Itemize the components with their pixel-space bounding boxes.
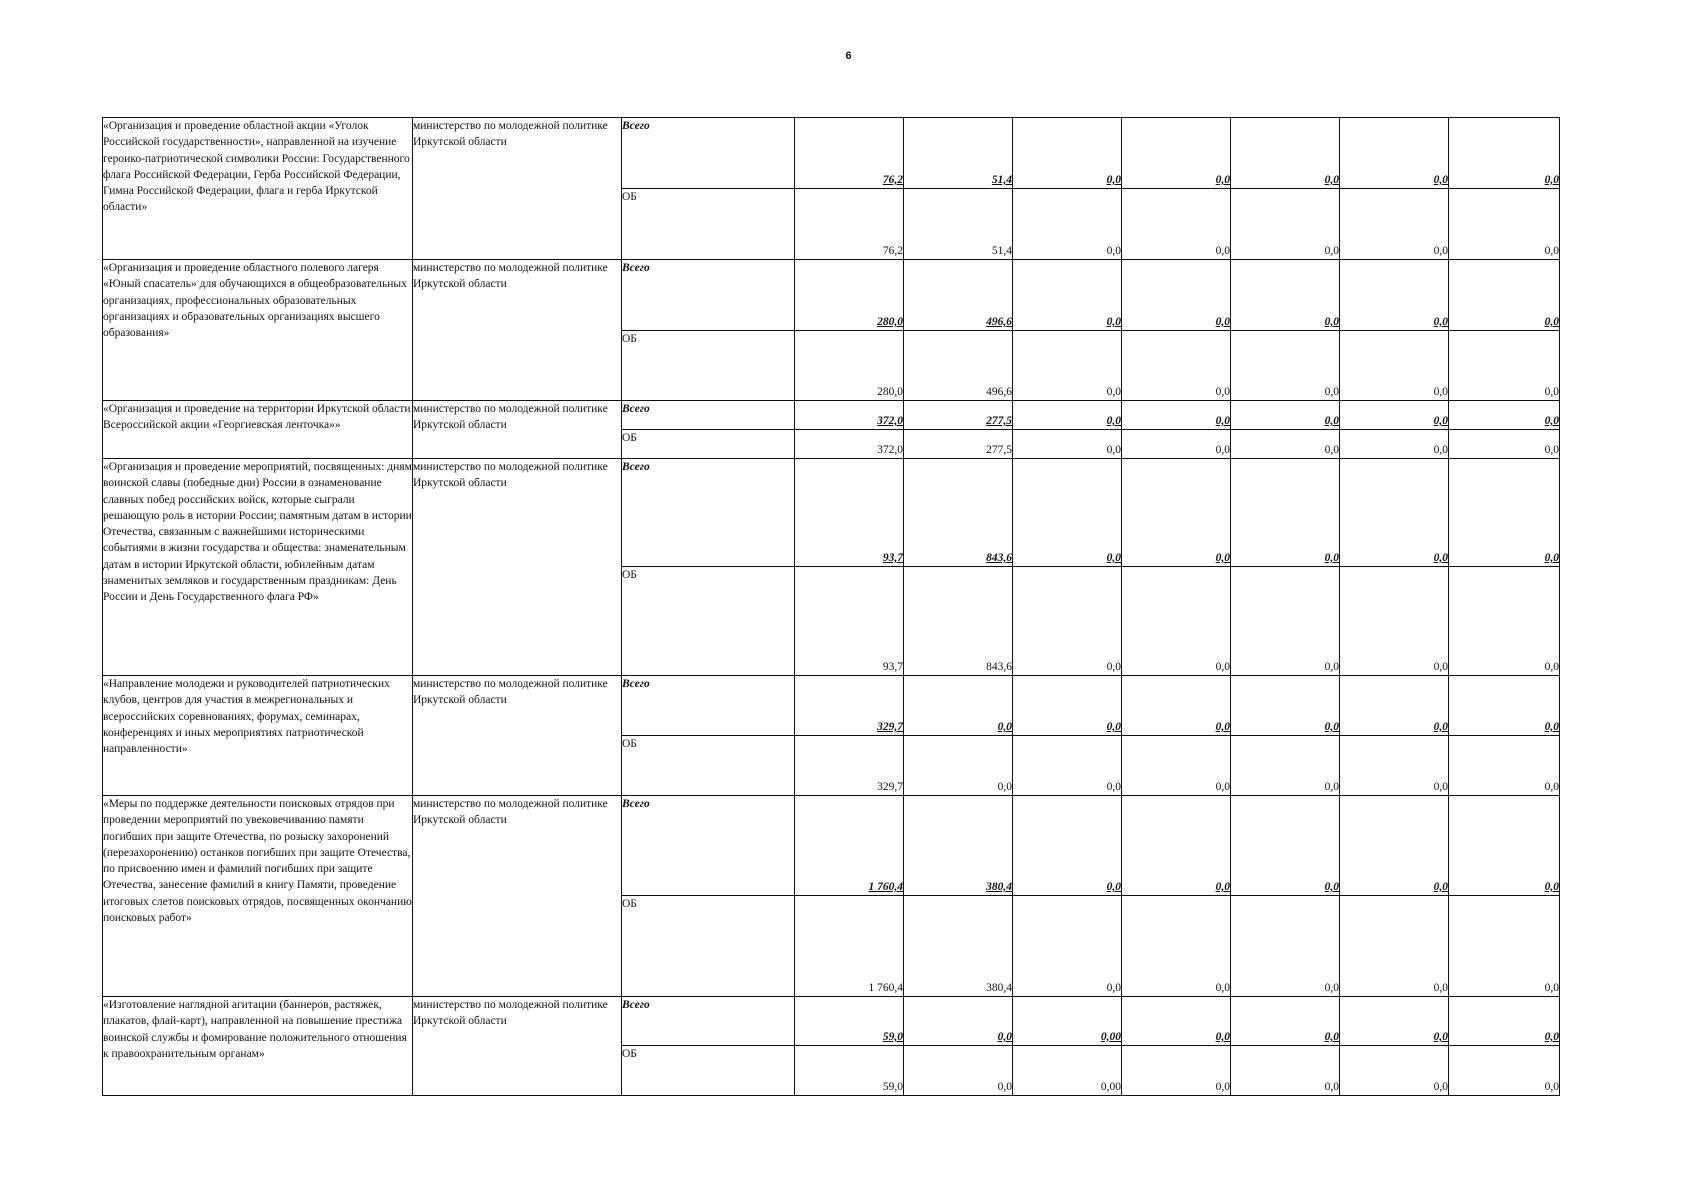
total-value-cell: 0,0 (1340, 796, 1449, 896)
ob-value-cell: 0,0 (1122, 567, 1231, 676)
table-row (103, 260, 1560, 331)
ob-label-cell: ОБ (622, 1046, 795, 1096)
ob-value-cell: 0,0 (1122, 189, 1231, 260)
total-value-cell: 0,0 (1340, 118, 1449, 189)
total-value-cell: 0,0 (1122, 118, 1231, 189)
ob-value-cell: 0,0 (904, 736, 1013, 796)
total-label-cell: Всего (622, 260, 795, 331)
total-value-cell: 0,0 (1449, 401, 1560, 430)
ob-value-cell: 0,0 (1122, 1046, 1231, 1096)
ob-value-cell: 0,0 (1231, 331, 1340, 401)
total-value-cell: 0,0 (1013, 118, 1122, 189)
ob-value-cell: 0,0 (1449, 1046, 1560, 1096)
total-value-cell: 0,0 (1231, 401, 1340, 430)
ob-value-cell: 280,0 (795, 331, 904, 401)
executor-cell: министерство по молодежной политике Иркутской области (413, 997, 622, 1096)
total-value-cell: 76,2 (795, 118, 904, 189)
total-value-cell: 93,7 (795, 459, 904, 567)
ob-value-cell: 843,6 (904, 567, 1013, 676)
total-value-cell: 0,0 (1231, 796, 1340, 896)
total-label-cell: Всего (622, 401, 795, 430)
event-name-cell: «Меры по поддержке деятельности поисковых отрядов при проведении мероприятий по увековечиванию памяти погибших при защите Отечества, по розыску захоронений (перезахоронению) останков погибших при защите Отечества, по присвоению имен и фамилий погибших при защите Отечества, занесение фамилий в книгу Памяти, проведение итоговых слетов поисковых отрядов, посвященных окончанию поисковых работ» (103, 796, 413, 997)
ob-value-cell: 0,00 (1013, 1046, 1122, 1096)
ob-label-cell: ОБ (622, 189, 795, 260)
ob-value-cell: 0,0 (1122, 736, 1231, 796)
ob-value-cell: 0,0 (1340, 896, 1449, 997)
ob-value-cell: 0,0 (1449, 189, 1560, 260)
total-value-cell: 372,0 (795, 401, 904, 430)
ob-label-cell: ОБ (622, 430, 795, 459)
total-value-cell: 496,6 (904, 260, 1013, 331)
total-label-cell: Всего (622, 118, 795, 189)
total-value-cell: 0,00 (1013, 997, 1122, 1046)
ob-value-cell: 0,0 (1013, 567, 1122, 676)
total-value-cell: 0,0 (1449, 260, 1560, 331)
ob-value-cell: 0,0 (1449, 736, 1560, 796)
total-value-cell: 0,0 (1013, 401, 1122, 430)
total-value-cell: 0,0 (1013, 796, 1122, 896)
event-name-cell: «Организация и проведение областного полевого лагеря «Юный спасатель» для обучающихся в общеобразовательных организациях, профессиональных образовательных организациях и образовательных организациях высшего образования» (103, 260, 413, 401)
ob-value-cell: 1 760,4 (795, 896, 904, 997)
executor-cell: министерство по молодежной политике Иркутской области (413, 459, 622, 676)
total-value-cell: 0,0 (1231, 997, 1340, 1046)
table-row (103, 997, 1560, 1046)
ob-value-cell: 59,0 (795, 1046, 904, 1096)
ob-value-cell: 372,0 (795, 430, 904, 459)
table-row (103, 118, 1560, 189)
total-value-cell: 0,0 (1231, 459, 1340, 567)
total-label-cell: Всего (622, 676, 795, 736)
executor-cell: министерство по молодежной политике Иркутской области (413, 118, 622, 260)
total-value-cell: 0,0 (1449, 997, 1560, 1046)
table-row (103, 459, 1560, 567)
budget-table (102, 117, 1560, 1096)
ob-value-cell: 0,0 (1122, 896, 1231, 997)
total-value-cell: 0,0 (1231, 676, 1340, 736)
total-value-cell: 0,0 (1449, 796, 1560, 896)
total-value-cell: 380,4 (904, 796, 1013, 896)
event-name-cell: «Организация и проведение областной акции «Уголок Российской государственности», направленной на изучение героико-патриотической символики России: Государственного флага Российской Федерации, Герба Российской Федерации, Гимна Российской Федерации, флага и герба Иркутской области» (103, 118, 413, 260)
ob-label-cell: ОБ (622, 331, 795, 401)
ob-value-cell: 0,0 (1231, 736, 1340, 796)
ob-label-cell: ОБ (622, 736, 795, 796)
ob-value-cell: 0,0 (1340, 1046, 1449, 1096)
ob-value-cell: 0,0 (1013, 331, 1122, 401)
event-name-cell: «Изготовление наглядной агитации (баннеров, растяжек, плакатов, флай-карт), направленной на повышение престижа воинской службы и фомирование положительного отношения к правоохранительным органам» (103, 997, 413, 1096)
ob-value-cell: 0,0 (904, 1046, 1013, 1096)
total-value-cell: 0,0 (1122, 260, 1231, 331)
ob-value-cell: 0,0 (1013, 189, 1122, 260)
total-value-cell: 329,7 (795, 676, 904, 736)
ob-label-cell: ОБ (622, 567, 795, 676)
executor-cell: министерство по молодежной политике Иркутской области (413, 676, 622, 796)
total-value-cell: 0,0 (1449, 676, 1560, 736)
total-value-cell: 0,0 (1013, 676, 1122, 736)
ob-value-cell: 0,0 (1013, 896, 1122, 997)
total-label-cell: Всего (622, 997, 795, 1046)
total-value-cell: 51,4 (904, 118, 1013, 189)
total-value-cell: 0,0 (1122, 997, 1231, 1046)
event-name-cell: «Организация и проведение мероприятий, посвященных: дням воинской славы (победные дни) России в ознаменование славных побед российских войск, которые сыграли решающую роль в истории России; памятным датам в истории Отечества, связанным с важнейшими историческими событиями в жизни государства и общества: знаменательным датам в истории Иркутской области, юбилейным датам знаменитых земляков и государственным праздникам: День России и День Государственного флага РФ» (103, 459, 413, 676)
page-number: 6 (845, 50, 852, 62)
total-value-cell: 0,0 (1449, 459, 1560, 567)
ob-value-cell: 0,0 (1122, 331, 1231, 401)
event-name-cell: «Организация и проведение на территории Иркутской области Всероссийской акции «Георгиевская ленточка»» (103, 401, 413, 459)
ob-value-cell: 496,6 (904, 331, 1013, 401)
total-value-cell: 0,0 (904, 676, 1013, 736)
total-value-cell: 277,5 (904, 401, 1013, 430)
total-value-cell: 0,0 (1340, 459, 1449, 567)
ob-value-cell: 0,0 (1340, 331, 1449, 401)
total-value-cell: 0,0 (1013, 260, 1122, 331)
ob-value-cell: 0,0 (1013, 736, 1122, 796)
total-value-cell: 0,0 (1122, 401, 1231, 430)
total-value-cell: 0,0 (1122, 676, 1231, 736)
ob-value-cell: 93,7 (795, 567, 904, 676)
ob-value-cell: 380,4 (904, 896, 1013, 997)
ob-value-cell: 0,0 (1340, 736, 1449, 796)
total-value-cell: 0,0 (1340, 260, 1449, 331)
table-row (103, 796, 1560, 896)
ob-value-cell: 0,0 (1340, 189, 1449, 260)
total-value-cell: 0,0 (1122, 459, 1231, 567)
total-value-cell: 0,0 (1340, 676, 1449, 736)
total-value-cell: 0,0 (1449, 118, 1560, 189)
ob-value-cell: 0,0 (1449, 430, 1560, 459)
ob-value-cell: 0,0 (1340, 430, 1449, 459)
ob-value-cell: 51,4 (904, 189, 1013, 260)
total-label-cell: Всего (622, 796, 795, 896)
ob-value-cell: 0,0 (1449, 567, 1560, 676)
ob-value-cell: 0,0 (1449, 896, 1560, 997)
ob-value-cell: 0,0 (1231, 1046, 1340, 1096)
ob-value-cell: 0,0 (1231, 567, 1340, 676)
ob-value-cell: 0,0 (1231, 430, 1340, 459)
ob-value-cell: 0,0 (1013, 430, 1122, 459)
ob-value-cell: 0,0 (1231, 189, 1340, 260)
ob-value-cell: 76,2 (795, 189, 904, 260)
total-value-cell: 0,0 (1231, 118, 1340, 189)
total-value-cell: 843,6 (904, 459, 1013, 567)
total-value-cell: 1 760,4 (795, 796, 904, 896)
ob-value-cell: 0,0 (1449, 331, 1560, 401)
total-value-cell: 0,0 (1231, 260, 1340, 331)
table-row (103, 676, 1560, 736)
total-value-cell: 0,0 (1122, 796, 1231, 896)
total-value-cell: 280,0 (795, 260, 904, 331)
total-value-cell: 0,0 (1340, 401, 1449, 430)
total-value-cell: 59,0 (795, 997, 904, 1046)
total-value-cell: 0,0 (904, 997, 1013, 1046)
total-value-cell: 0,0 (1013, 459, 1122, 567)
ob-value-cell: 0,0 (1122, 430, 1231, 459)
ob-value-cell: 0,0 (1340, 567, 1449, 676)
total-value-cell: 0,0 (1340, 997, 1449, 1046)
table-row (103, 401, 1560, 430)
executor-cell: министерство по молодежной политике Иркутской области (413, 260, 622, 401)
executor-cell: министерство по молодежной политике Иркутской области (413, 401, 622, 459)
total-label-cell: Всего (622, 459, 795, 567)
ob-value-cell: 0,0 (1231, 896, 1340, 997)
event-name-cell: «Направление молодежи и руководителей патриотических клубов, центров для участия в межрегиональных и всероссийских соревнованиях, форумах, семинарах, конференциях и иных мероприятиях патриотической направленности» (103, 676, 413, 796)
executor-cell: министерство по молодежной политике Иркутской области (413, 796, 622, 997)
ob-value-cell: 277,5 (904, 430, 1013, 459)
ob-label-cell: ОБ (622, 896, 795, 997)
ob-value-cell: 329,7 (795, 736, 904, 796)
